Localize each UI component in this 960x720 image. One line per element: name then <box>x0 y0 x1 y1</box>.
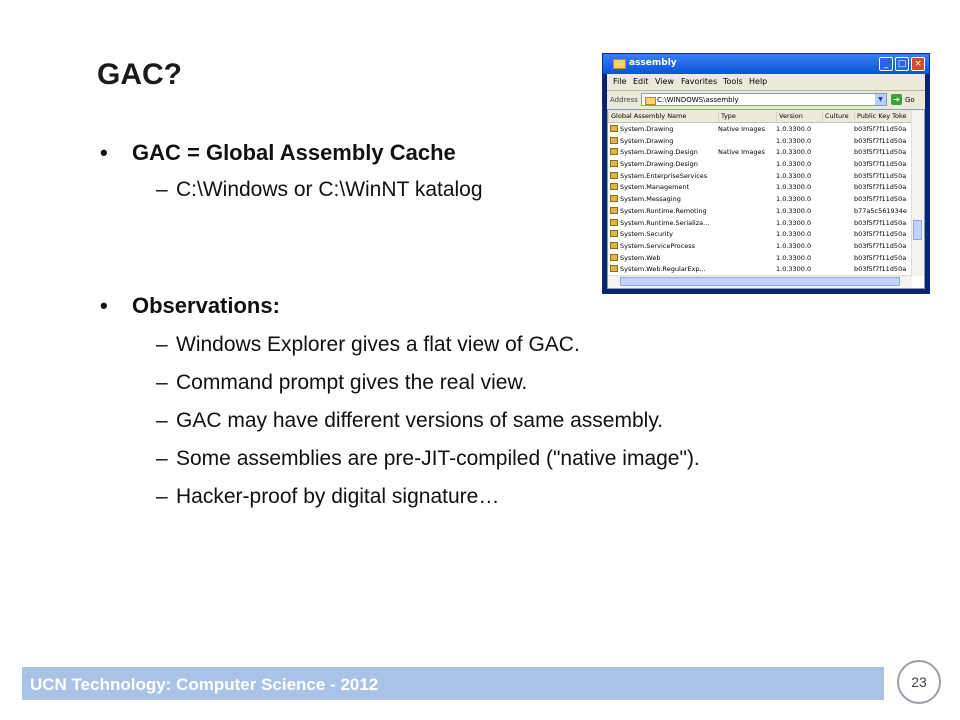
table-row[interactable] <box>608 252 912 264</box>
dash: – <box>156 447 168 470</box>
address-label: Address <box>610 96 638 104</box>
menu-help[interactable]: Help <box>749 77 768 86</box>
table-cell: b03f5f7f11d50a <box>854 218 907 227</box>
assembly-icon <box>610 254 618 261</box>
table-cell: System.Web.RegularExp... <box>620 265 706 274</box>
dash: – <box>156 178 168 201</box>
table-cell: System.Runtime.Remoting <box>620 206 707 215</box>
table-cell: Native Images <box>718 148 765 157</box>
explorer-window <box>602 53 930 294</box>
table-cell: 1.0.3300.0 <box>776 241 812 250</box>
table-cell: 1.0.3300.0 <box>776 206 812 215</box>
table-cell: b03f5f7f11d50a <box>854 136 907 145</box>
table-cell: System.Management <box>620 183 690 192</box>
table-cell: System.EnterpriseServices <box>620 171 708 180</box>
dash: – <box>156 371 168 394</box>
assembly-icon <box>610 207 618 214</box>
bullet-dot: • <box>100 293 108 318</box>
vertical-scrollbar[interactable] <box>911 110 924 276</box>
close-icon[interactable]: × <box>911 57 925 71</box>
table-row[interactable] <box>608 228 912 240</box>
table-cell: b03f5f7f11d50a <box>854 148 907 157</box>
window-title: assembly <box>629 58 677 68</box>
menu-bar <box>607 74 925 90</box>
table-row[interactable] <box>608 217 912 229</box>
horizontal-scrollbar[interactable] <box>608 275 912 288</box>
assembly-icon <box>610 219 618 226</box>
table-cell: b03f5f7f11d50a <box>854 195 907 204</box>
assembly-icon <box>610 183 618 190</box>
assembly-icon <box>610 230 618 237</box>
column-header-public-key[interactable]: Public Key Toke <box>854 112 907 121</box>
sub-bullet-text: Command prompt gives the real view. <box>176 371 528 394</box>
footer-text: UCN Technology: Computer Science - 2012 <box>30 675 379 694</box>
assembly-icon <box>610 148 618 155</box>
assembly-icon <box>610 137 618 144</box>
assembly-icon <box>610 172 618 179</box>
table-cell: System.Security <box>620 230 673 239</box>
table-row[interactable] <box>608 123 912 135</box>
table-cell: System.ServiceProcess <box>620 241 695 250</box>
table-cell: 1.0.3300.0 <box>776 136 812 145</box>
table-row[interactable] <box>608 193 912 205</box>
table-cell: b03f5f7f11d50a <box>854 265 907 274</box>
assembly-icon <box>610 195 618 202</box>
table-cell: b03f5f7f11d50a <box>854 160 907 169</box>
sub-bullet-text: C:\Windows or C:\WinNT katalog <box>176 178 483 201</box>
window-body <box>607 74 925 289</box>
dash: – <box>156 485 168 508</box>
table-cell: 1.0.3300.0 <box>776 230 812 239</box>
minimize-icon[interactable]: _ <box>879 57 893 71</box>
table-row[interactable] <box>608 205 912 217</box>
sub-bullet-item <box>156 178 483 202</box>
page-number-badge <box>897 660 941 704</box>
list-header <box>608 110 912 123</box>
table-cell: 1.0.3300.0 <box>776 253 812 262</box>
address-input[interactable] <box>641 93 887 106</box>
table-cell: System.Runtime.Serializa... <box>620 218 710 227</box>
table-row[interactable] <box>608 240 912 252</box>
table-cell: System.Drawing <box>620 125 674 133</box>
column-header-type[interactable]: Type <box>718 112 736 121</box>
table-cell: 1.0.3300.0 <box>776 218 812 227</box>
sub-bullet-text: Some assemblies are pre-JIT-compiled ("native image"). <box>176 447 700 470</box>
slide-title: GAC? <box>97 58 182 91</box>
menu-file[interactable]: File <box>613 77 627 86</box>
sub-bullet-item <box>156 333 580 357</box>
table-row[interactable] <box>608 263 912 275</box>
column-header-name[interactable]: Global Assembly Name <box>608 112 686 121</box>
table-row[interactable] <box>608 158 912 170</box>
folder-icon <box>613 59 626 69</box>
table-cell: b03f5f7f11d50a <box>854 183 907 192</box>
menu-edit[interactable]: Edit <box>633 77 649 86</box>
table-cell: 1.0.3300.0 <box>776 160 812 169</box>
table-cell: b03f5f7f11d50a <box>854 171 907 180</box>
column-header-version[interactable]: Version <box>776 112 803 121</box>
menu-favorites[interactable]: Favorites <box>681 77 718 86</box>
window-titlebar[interactable] <box>603 54 929 74</box>
dash: – <box>156 333 168 356</box>
scroll-thumb[interactable] <box>913 220 922 240</box>
sub-bullet-item <box>156 371 527 395</box>
table-row[interactable] <box>608 146 912 158</box>
maximize-icon[interactable]: □ <box>895 57 909 71</box>
assembly-icon <box>610 160 618 167</box>
table-cell: 1.0.3300.0 <box>776 195 812 204</box>
folder-icon <box>645 97 656 105</box>
table-cell: System.Drawing <box>620 136 674 145</box>
table-row[interactable] <box>608 135 912 147</box>
menu-view[interactable]: View <box>655 77 674 86</box>
sub-bullet-text: Hacker-proof by digital signature… <box>176 485 500 508</box>
table-cell: b77a5c561934e <box>854 206 907 215</box>
sub-bullet-item <box>156 409 663 433</box>
table-cell: 1.0.3300.0 <box>776 148 812 157</box>
table-cell: Native Images <box>718 125 765 133</box>
chevron-down-icon[interactable]: ▼ <box>875 94 886 105</box>
table-cell: b03f5f7f11d50a <box>854 241 907 250</box>
column-header-culture[interactable]: Culture <box>822 112 849 121</box>
address-bar <box>607 90 925 109</box>
assembly-icon <box>610 242 618 249</box>
go-arrow-icon[interactable]: ➔ <box>891 94 902 105</box>
sub-bullet-item <box>156 485 499 509</box>
sub-bullet-text: Windows Explorer gives a flat view of GAC. <box>176 333 580 356</box>
assembly-icon <box>610 125 618 132</box>
table-cell: 1.0.3300.0 <box>776 265 812 274</box>
table-row[interactable] <box>608 181 912 193</box>
table-cell: 1.0.3300.0 <box>776 171 812 180</box>
menu-tools[interactable]: Tools <box>723 77 743 86</box>
table-cell: System.Drawing.Design <box>620 148 698 157</box>
assembly-icon <box>610 265 618 272</box>
page-number: 23 <box>911 674 927 690</box>
table-cell: 1.0.3300.0 <box>776 183 812 192</box>
table-cell: 1.0.3300.0 <box>776 125 812 133</box>
scroll-thumb[interactable] <box>620 277 900 286</box>
table-cell: b03f5f7f11d50a <box>854 125 907 133</box>
table-cell: b03f5f7f11d50a <box>854 253 907 262</box>
table-cell: b03f5f7f11d50a <box>854 230 907 239</box>
bullet-text: GAC = Global Assembly Cache <box>132 140 456 165</box>
assembly-list <box>607 109 925 289</box>
address-value: C:\WINDOWS\assembly <box>657 96 739 104</box>
bullet-text: Observations: <box>132 293 280 318</box>
go-button[interactable]: Go <box>905 96 915 104</box>
table-cell: System.Drawing.Design <box>620 160 698 169</box>
table-row[interactable] <box>608 170 912 182</box>
dash: – <box>156 409 168 432</box>
sub-bullet-item <box>156 447 700 471</box>
bullet-dot: • <box>100 140 108 165</box>
sub-bullet-text: GAC may have different versions of same assembly. <box>176 409 664 432</box>
table-cell: System.Messaging <box>620 195 681 204</box>
list-rows <box>608 123 912 275</box>
table-cell: System.Web <box>620 253 661 262</box>
